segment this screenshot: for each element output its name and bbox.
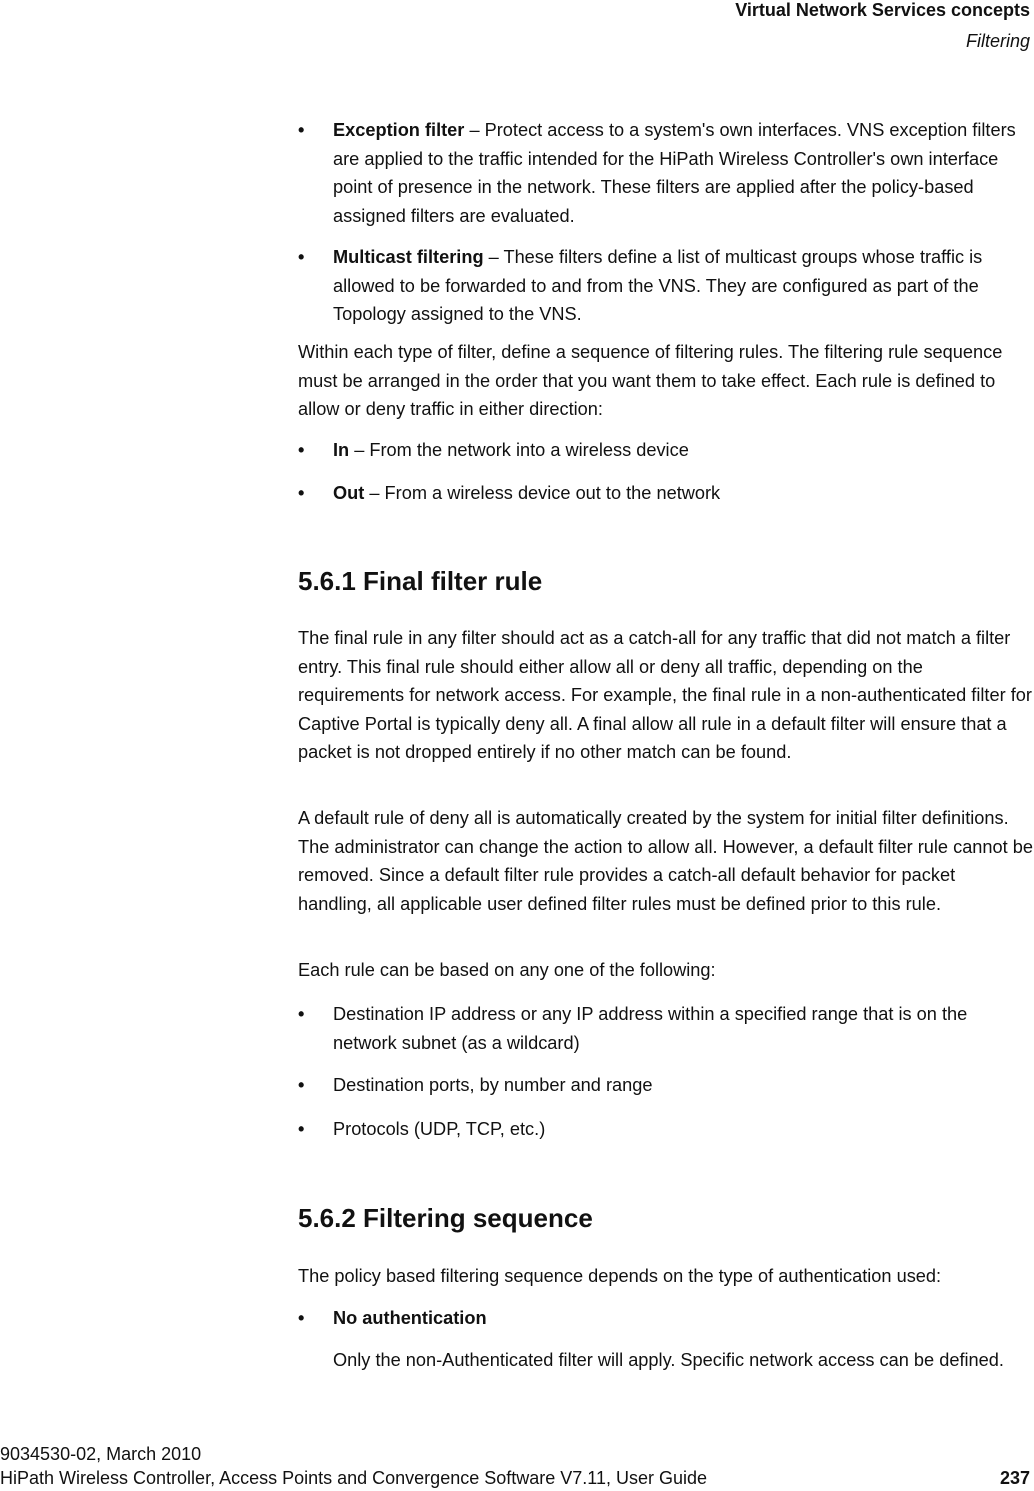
paragraph: Only the non-Authenticated filter will apply. Specific network access can be defined.: [333, 1350, 1004, 1370]
list-item: [298, 1304, 1033, 1333]
list-item: [298, 116, 1033, 230]
term: Exception filter: [333, 120, 465, 140]
term: Out: [333, 483, 365, 503]
list-item-text: Protocols (UDP, TCP, etc.): [333, 1119, 546, 1139]
bullet-icon: •: [298, 1075, 305, 1095]
running-header-chapter: Virtual Network Services concepts: [735, 0, 1030, 20]
definition: – Protect access to a system's own interfaces. VNS exception filters are applied to the traffic intended for the HiPath Wireless Controller's own interface point of presence in the network. These filters are applied after the policy-based assigned filters are evaluated.: [333, 120, 1016, 226]
definition: – These filters define a list of multicast groups whose traffic is allowed to be forwarded to and from the VNS. They are configured as part of the Topology assigned to the VNS.: [333, 247, 983, 324]
page-number: 237: [999, 1468, 1030, 1488]
bullet-icon: •: [298, 1119, 305, 1139]
paragraph: The policy based filtering sequence depends on the type of authentication used:: [298, 1266, 942, 1286]
bullet-icon: •: [298, 120, 305, 140]
term: No authentication: [333, 1308, 487, 1328]
list-item: [298, 479, 1033, 508]
footer-title: HiPath Wireless Controller, Access Points and Convergence Software V7.11, User Guide: [0, 1468, 708, 1488]
list-item: [298, 436, 1033, 465]
bullet-icon: •: [298, 247, 305, 267]
list-item-text: Destination ports, by number and range: [333, 1075, 653, 1095]
definition: – From a wireless device out to the network: [364, 483, 721, 503]
bullet-icon: •: [298, 483, 305, 503]
section-heading: 5.6.1 Final filter rule: [298, 566, 543, 596]
term: Multicast filtering: [333, 247, 484, 267]
list-item: [298, 1071, 1033, 1100]
running-header-section: Filtering: [965, 31, 1030, 51]
footer-doc-id: 9034530-02, March 2010: [0, 1444, 202, 1464]
section-heading: 5.6.2 Filtering sequence: [298, 1203, 593, 1233]
bullet-icon: •: [298, 440, 305, 460]
bullet-icon: •: [298, 1308, 305, 1328]
term: In: [333, 440, 350, 460]
bullet-icon: •: [298, 1004, 305, 1024]
paragraph: The final rule in any filter should act as a catch-all for any traffic that did not match a filter entry. This final rule should either allow all or deny all traffic, depending on the requirements for network access. For example, the final rule in a non-authenticated filter for Captive Portal is typically deny all. A final allow all rule in a default filter will ensure that a packet is not dropped entirely if no other match can be found.: [298, 628, 1032, 762]
list-item: [298, 1000, 1033, 1057]
paragraph: Each rule can be based on any one of the following:: [298, 960, 716, 980]
list-item: [298, 1115, 1033, 1144]
paragraph: Within each type of filter, define a sequence of filtering rules. The filtering rule sequence must be arranged in the order that you want them to take effect. Each rule is defined to allow or deny traffic in either direction:: [298, 342, 1003, 419]
definition: – From the network into a wireless device: [349, 440, 689, 460]
list-item: [298, 243, 1033, 329]
list-item-text: Destination IP address or any IP address within a specified range that is on the network subnet (as a wildcard): [333, 1004, 968, 1053]
paragraph: A default rule of deny all is automatically created by the system for initial filter definitions. The administrator can change the action to allow all. However, a default filter rule cannot be removed. Since a default filter rule provides a catch-all default behavior for packet handling, all applicable user defined filter rules must be defined prior to this rule.: [298, 808, 1033, 914]
